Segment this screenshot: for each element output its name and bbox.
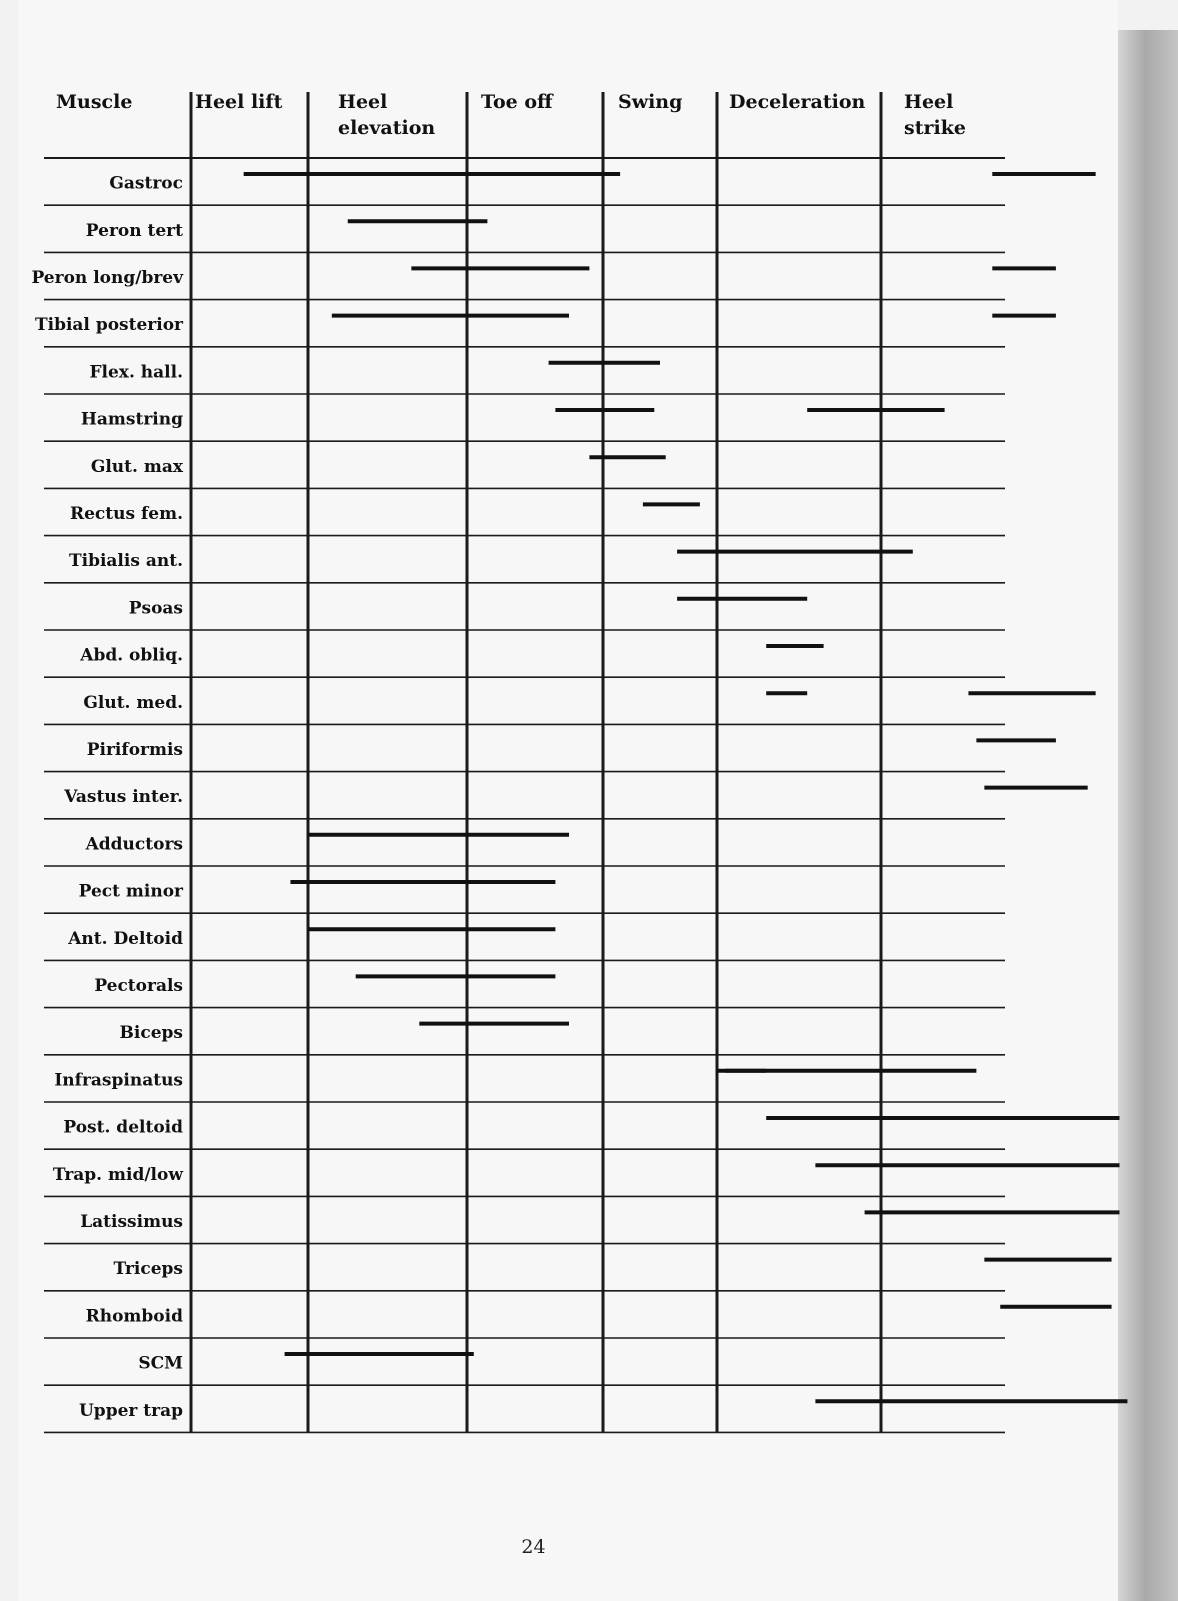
muscle-label-21: Trap. mid/low <box>52 1164 183 1185</box>
muscle-label-3: Tibial posterior <box>34 315 183 336</box>
muscle-label-16: Ant. Deltoid <box>68 928 183 949</box>
muscle-label-18: Biceps <box>119 1023 183 1044</box>
muscle-label-5: Hamstring <box>80 409 183 430</box>
muscle-label-8: Tibialis ant. <box>68 551 183 572</box>
muscle-label-7: Rectus fem. <box>69 504 183 524</box>
muscle-label-11: Glut. med. <box>83 692 183 713</box>
column-header-muscle: Muscle <box>56 91 133 113</box>
page-number: 24 <box>521 1536 546 1558</box>
muscle-label-0: Gastroc <box>109 173 183 194</box>
muscle-label-6: Glut. max <box>90 456 183 477</box>
muscle-label-9: Psoas <box>128 598 183 619</box>
phase-header-2: Toe off <box>481 91 553 113</box>
muscle-label-4: Flex. hall. <box>89 362 183 383</box>
muscle-label-2: Peron long/brev <box>31 268 183 288</box>
muscle-label-26: Upper trap <box>78 1400 183 1421</box>
phase-header-4: Deceleration <box>729 91 866 113</box>
muscle-label-23: Triceps <box>113 1259 183 1280</box>
muscle-label-15: Pect minor <box>78 881 183 902</box>
phase-header-3: Swing <box>618 91 683 113</box>
muscle-label-14: Adductors <box>85 834 183 855</box>
muscle-label-24: Rhomboid <box>85 1306 183 1327</box>
muscle-label-19: Infraspinatus <box>54 1070 183 1091</box>
muscle-label-22: Latissimus <box>80 1212 183 1232</box>
muscle-label-1: Peron tert <box>85 220 183 241</box>
muscle-label-13: Vastus inter. <box>64 787 183 808</box>
phase-header-5: Heel strike <box>904 91 966 139</box>
phase-header-1: Heel elevation <box>338 91 436 139</box>
muscle-label-25: SCM <box>138 1353 183 1374</box>
muscle-label-17: Pectorals <box>94 976 183 996</box>
muscle-label-12: Piriformis <box>86 740 183 760</box>
muscle-label-10: Abd. obliq. <box>80 645 183 666</box>
phase-header-0: Heel lift <box>195 91 283 113</box>
muscle-label-20: Post. deltoid <box>63 1117 183 1138</box>
